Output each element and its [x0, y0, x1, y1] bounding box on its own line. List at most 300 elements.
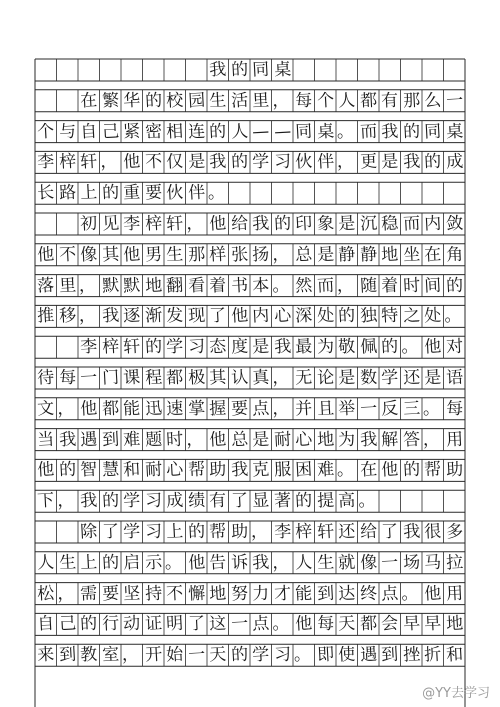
grid-char: 翻 — [165, 275, 184, 297]
grid-char: 长 — [36, 182, 55, 204]
grid-char: 我 — [79, 490, 98, 512]
grid-char: 我 — [251, 213, 270, 235]
grid-char: — — [273, 121, 292, 143]
grid-char: 遇 — [359, 644, 378, 666]
grid-char: 即 — [316, 644, 335, 666]
grid-char: 了 — [208, 305, 227, 327]
grid-char: 告 — [208, 552, 227, 574]
grid-char: 门 — [101, 367, 120, 389]
grid-char: 室 — [101, 644, 120, 666]
grid-char: 能 — [122, 398, 141, 420]
grid-char: 启 — [122, 552, 141, 574]
grid-char: 习 — [144, 521, 163, 543]
grid-char: 是 — [337, 213, 356, 235]
grid-char: 自 — [36, 613, 55, 635]
grid-char: 和 — [445, 644, 464, 666]
grid-char: 折 — [423, 644, 442, 666]
grid-char: 李 — [273, 521, 292, 543]
grid-char: 是 — [423, 367, 442, 389]
grid-char: 现 — [187, 305, 206, 327]
grid-char: 学 — [251, 151, 270, 173]
grid-char: 学 — [122, 521, 141, 543]
grid-char: 都 — [359, 90, 378, 112]
grid-char: 一 — [230, 613, 249, 635]
grid-char: 己 — [58, 613, 77, 635]
grid-char: 教 — [79, 644, 98, 666]
grid-char: 人 — [337, 90, 356, 112]
grid-char: 能 — [294, 583, 313, 605]
grid-char: 人 — [294, 552, 313, 574]
grid-char: 的 — [144, 90, 163, 112]
grid-char: 地 — [144, 275, 163, 297]
grid-char: 我 — [58, 429, 77, 451]
grid-char: 每 — [294, 90, 313, 112]
grid-char: 上 — [165, 521, 184, 543]
grid-char: 伴 — [187, 182, 206, 204]
grid-punct: ， — [272, 90, 290, 111]
grid-char: 相 — [165, 121, 184, 143]
grid-char: 李 — [36, 151, 55, 173]
grid-char: 一 — [445, 90, 464, 112]
grid-char: 都 — [101, 398, 120, 420]
grid-char: 天 — [208, 644, 227, 666]
grid-char: 马 — [423, 552, 442, 574]
grid-char: 数 — [359, 367, 378, 389]
grid-char: 习 — [144, 490, 163, 512]
grid-char: 佩 — [359, 336, 378, 358]
grid-char: 是 — [380, 151, 399, 173]
grid-char: 松 — [36, 583, 55, 605]
grid-char: 心 — [294, 429, 313, 451]
watermark-text: @YY去学习 — [422, 686, 490, 701]
grid-char: 地 — [445, 613, 464, 635]
grid-char: 认 — [230, 367, 249, 389]
grid-char: 坐 — [402, 244, 421, 266]
grid-char: 努 — [230, 583, 249, 605]
grid-char: — — [251, 121, 270, 143]
grid-punct: 。 — [401, 583, 419, 604]
grid-char: 是 — [187, 151, 206, 173]
grid-char: 梓 — [101, 336, 120, 358]
grid-char: 的 — [79, 613, 98, 635]
grid-char: 角 — [445, 244, 464, 266]
grid-char: 人 — [36, 552, 55, 574]
grid-char: 拉 — [445, 552, 464, 574]
grid-char: 他 — [122, 244, 141, 266]
grid-char: 的 — [294, 490, 313, 512]
grid-char: 的 — [230, 59, 249, 81]
grid-char: 是 — [337, 367, 356, 389]
grid-char: 使 — [337, 644, 356, 666]
grid-char: 达 — [337, 583, 356, 605]
grid-char: 之 — [402, 305, 421, 327]
grid-char: 他 — [79, 398, 98, 420]
grid-char: 还 — [337, 521, 356, 543]
grid-char: 是 — [251, 336, 270, 358]
grid-char: 度 — [230, 336, 249, 358]
grid-char: 本 — [251, 275, 270, 297]
grid-char: 一 — [187, 644, 206, 666]
grid-char: 点 — [251, 398, 270, 420]
grid-char: 的 — [144, 336, 163, 358]
grid-char: 为 — [316, 336, 335, 358]
grid-char: 与 — [58, 121, 77, 143]
grid-char: 了 — [380, 521, 399, 543]
grid-punct: 。 — [337, 460, 354, 481]
grid-punct: ， — [79, 306, 96, 327]
grid-char: 点 — [380, 583, 399, 605]
grid-char: 默 — [122, 275, 141, 297]
grid-punct: ， — [79, 275, 96, 296]
grid-char: 懈 — [187, 583, 206, 605]
grid-char: 总 — [294, 244, 313, 266]
grid-char: 在 — [359, 459, 378, 481]
grid-char: 每 — [445, 398, 464, 420]
grid-char: 里 — [58, 275, 77, 297]
grid-char: 连 — [187, 121, 206, 143]
grid-char: 到 — [380, 644, 399, 666]
grid-char: 解 — [380, 429, 399, 451]
grid-char: 握 — [208, 398, 227, 420]
grid-punct: ， — [57, 491, 75, 512]
grid-char: 到 — [316, 583, 335, 605]
grid-char: 他 — [187, 552, 206, 574]
grid-punct: ， — [337, 275, 354, 296]
grid-char: 我 — [251, 552, 270, 574]
grid-char: 初 — [79, 213, 98, 235]
grid-char: 上 — [79, 182, 98, 204]
grid-char: 除 — [79, 521, 98, 543]
grid-char: 下 — [36, 490, 55, 512]
grid-char: 李 — [79, 336, 98, 358]
grid-char: 内 — [251, 305, 270, 327]
grid-char: 人 — [230, 121, 249, 143]
grid-char: 然 — [294, 275, 313, 297]
grid-char: 我 — [273, 336, 292, 358]
grid-punct: 。 — [272, 275, 290, 296]
grid-char: 内 — [423, 213, 442, 235]
grid-char: 的 — [402, 121, 421, 143]
grid-char: 用 — [445, 583, 464, 605]
grid-char: 迅 — [144, 398, 163, 420]
grid-char: 文 — [36, 398, 55, 420]
grid-char: 掌 — [187, 398, 206, 420]
grid-char: 难 — [316, 459, 335, 481]
grid-char: 我 — [208, 151, 227, 173]
grid-char: 轩 — [316, 521, 335, 543]
grid-char: 三 — [402, 398, 421, 420]
grid-char: 克 — [251, 459, 270, 481]
grid-char: 明 — [165, 613, 184, 635]
grid-char: 的 — [101, 490, 120, 512]
grid-char: 桌 — [445, 121, 464, 143]
grid-char: 就 — [337, 552, 356, 574]
grid-char: 坚 — [122, 583, 141, 605]
grid-punct: 。 — [358, 491, 376, 512]
grid-char: 习 — [273, 151, 292, 173]
grid-char: 挫 — [402, 644, 421, 666]
grid-punct: 。 — [444, 306, 462, 327]
grid-char: 高 — [337, 490, 356, 512]
grid-char: 真 — [251, 367, 270, 389]
grid-char: 天 — [337, 613, 356, 635]
grid-char: 轩 — [165, 213, 184, 235]
grid-char: 课 — [122, 367, 141, 389]
grid-char: 需 — [79, 583, 98, 605]
grid-char: 默 — [101, 275, 120, 297]
grid-char: 梓 — [144, 213, 163, 235]
grid-char: 繁 — [101, 90, 120, 112]
grid-char: 我 — [230, 459, 249, 481]
grid-char: 园 — [187, 90, 206, 112]
grid-punct: 。 — [337, 121, 354, 142]
grid-char: 对 — [445, 336, 464, 358]
grid-char: 随 — [359, 275, 378, 297]
grid-char: 印 — [294, 213, 313, 235]
grid-char: 同 — [294, 121, 313, 143]
grid-char: 终 — [359, 583, 378, 605]
grid-char: 书 — [230, 275, 249, 297]
grid-char: 生 — [208, 90, 227, 112]
grid-char: 么 — [423, 90, 442, 112]
grid-char: 要 — [144, 182, 163, 204]
grid-char: 逐 — [122, 305, 141, 327]
grid-char: 在 — [423, 244, 442, 266]
grid-char: 地 — [208, 583, 227, 605]
grid-char: 重 — [122, 182, 141, 204]
grid-char: 的 — [337, 305, 356, 327]
grid-char: 帮 — [187, 459, 206, 481]
grid-char: 紧 — [122, 121, 141, 143]
grid-char: 论 — [316, 367, 335, 389]
grid-char: 场 — [402, 552, 421, 574]
grid-char: 始 — [165, 644, 184, 666]
grid-char: 生 — [58, 552, 77, 574]
grid-char: 多 — [445, 521, 464, 543]
grid-char: 语 — [445, 367, 464, 389]
grid-char: 静 — [359, 244, 378, 266]
grid-char: 着 — [208, 275, 227, 297]
grid-char: 习 — [273, 644, 292, 666]
grid-char: 发 — [165, 305, 184, 327]
grid-char: 的 — [423, 151, 442, 173]
grid-char: 独 — [359, 305, 378, 327]
grid-char: 答 — [402, 429, 421, 451]
grid-char: 处 — [316, 305, 335, 327]
grid-char: 那 — [187, 244, 206, 266]
grid-char: 伴 — [316, 151, 335, 173]
grid-char: 看 — [187, 275, 206, 297]
grid-char: 题 — [144, 429, 163, 451]
grid-char: 有 — [380, 90, 399, 112]
grid-char: 要 — [230, 398, 249, 420]
grid-char: 速 — [165, 398, 184, 420]
grid-char: 都 — [165, 367, 184, 389]
grid-char: 的 — [445, 275, 464, 297]
grid-char: 是 — [316, 244, 335, 266]
grid-char: 路 — [58, 182, 77, 204]
grid-char: 来 — [36, 644, 55, 666]
grid-punct: ， — [272, 368, 290, 388]
grid-char: 开 — [144, 644, 163, 666]
grid-char: 渐 — [144, 305, 163, 327]
grid-char: 而 — [316, 275, 335, 297]
grid-char: 到 — [58, 644, 77, 666]
grid-char: 学 — [251, 644, 270, 666]
grid-char: 张 — [230, 244, 249, 266]
grid-char: 梓 — [294, 521, 313, 543]
grid-char: 己 — [101, 121, 120, 143]
grid-char: 里 — [251, 90, 270, 112]
grid-char: 耐 — [273, 429, 292, 451]
grid-char: 行 — [101, 613, 120, 635]
grid-char: 了 — [230, 490, 249, 512]
grid-char: 不 — [58, 244, 77, 266]
grid-punct: ， — [122, 645, 139, 666]
grid-char: 地 — [316, 429, 335, 451]
grid-char: 很 — [423, 521, 442, 543]
grid-char: 成 — [165, 490, 184, 512]
grid-char: 更 — [359, 151, 378, 173]
grid-char: 他 — [294, 613, 313, 635]
grid-char: 要 — [101, 583, 120, 605]
grid-punct: ， — [337, 152, 354, 173]
grid-char: 学 — [122, 490, 141, 512]
grid-char: 帮 — [423, 459, 442, 481]
grid-char: 绩 — [187, 490, 206, 512]
grid-char: 我 — [402, 151, 421, 173]
grid-char: 程 — [144, 367, 163, 389]
grid-char: 了 — [101, 521, 120, 543]
grid-char: 帮 — [208, 521, 227, 543]
grid-char: 助 — [208, 459, 227, 481]
grid-char: 困 — [294, 459, 313, 481]
grid-char: 像 — [359, 552, 378, 574]
grid-char: 仅 — [165, 151, 184, 173]
grid-char: 诉 — [230, 552, 249, 574]
grid-char: 而 — [359, 121, 378, 143]
grid-punct: 。 — [294, 645, 311, 666]
grid-punct: ， — [57, 398, 75, 419]
grid-char: 上 — [79, 552, 98, 574]
grid-char: 每 — [58, 367, 77, 389]
grid-char: 而 — [402, 213, 421, 235]
grid-char: 时 — [402, 275, 421, 297]
grid-char: 轩 — [122, 336, 141, 358]
grid-char: 特 — [380, 305, 399, 327]
grid-punct: 。 — [401, 337, 419, 358]
grid-char: 地 — [380, 244, 399, 266]
grid-char: 总 — [230, 429, 249, 451]
grid-char: 难 — [122, 429, 141, 451]
grid-char: 慧 — [101, 459, 120, 481]
grid-char: 著 — [273, 490, 292, 512]
grid-char: 证 — [144, 613, 163, 635]
grid-char: 给 — [230, 213, 249, 235]
grid-char: 见 — [101, 213, 120, 235]
grid-char: 的 — [187, 521, 206, 543]
grid-char: 桌 — [316, 121, 335, 143]
grid-char: 华 — [122, 90, 141, 112]
grid-char: 不 — [165, 583, 184, 605]
grid-char: 生 — [316, 552, 335, 574]
grid-char: 助 — [230, 521, 249, 543]
grid-char: 学 — [165, 336, 184, 358]
grid-char: 他 — [36, 459, 55, 481]
grid-char: 到 — [101, 429, 120, 451]
grid-char: 心 — [273, 305, 292, 327]
grid-char: 着 — [380, 275, 399, 297]
grid-char: 他 — [36, 244, 55, 266]
grid-punct: ， — [251, 522, 268, 542]
grid-char: 在 — [79, 90, 98, 112]
grid-char: 他 — [208, 429, 227, 451]
grid-char: 象 — [316, 213, 335, 235]
grid-char: 个 — [316, 90, 335, 112]
grid-char: 我 — [380, 121, 399, 143]
grid-char: 的 — [230, 644, 249, 666]
grid-char: 他 — [230, 305, 249, 327]
grid-char: 桌 — [273, 59, 292, 81]
grid-char: 最 — [294, 336, 313, 358]
grid-char: 和 — [122, 459, 141, 481]
grid-char: 的 — [58, 459, 77, 481]
grid-char: 力 — [251, 583, 270, 605]
grid-punct: 。 — [272, 614, 290, 635]
grid-char: 校 — [165, 90, 184, 112]
grid-char: 的 — [101, 552, 120, 574]
grid-char: 他 — [208, 213, 227, 235]
grid-char: 沉 — [359, 213, 378, 235]
grid-char: 我 — [359, 429, 378, 451]
grid-char: 显 — [251, 490, 270, 512]
grid-char: 成 — [445, 151, 464, 173]
grid-char: 习 — [187, 336, 206, 358]
grid-char: 李 — [122, 213, 141, 235]
grid-char: 早 — [423, 613, 442, 635]
grid-char: 每 — [316, 613, 335, 635]
grid-char: 示 — [144, 552, 163, 574]
grid-char: 举 — [337, 398, 356, 420]
grid-char: 时 — [165, 429, 184, 451]
grid-punct: ， — [57, 583, 75, 604]
grid-char: 才 — [273, 583, 292, 605]
grid-char: 他 — [380, 459, 399, 481]
grid-char: 敬 — [337, 336, 356, 358]
grid-char: 敛 — [445, 213, 464, 235]
grid-char: 他 — [423, 336, 442, 358]
grid-char: 有 — [208, 490, 227, 512]
grid-char: 生 — [165, 244, 184, 266]
grid-char: 一 — [359, 398, 378, 420]
grid-punct: ， — [186, 214, 204, 234]
grid-punct: ， — [423, 429, 440, 450]
grid-char: 的 — [230, 151, 249, 173]
grid-punct: ， — [186, 429, 204, 450]
grid-char: 扬 — [251, 244, 270, 266]
grid-char: 我 — [402, 521, 421, 543]
grid-char: 个 — [36, 121, 55, 143]
grid-char: 男 — [144, 244, 163, 266]
grid-char: 那 — [402, 90, 421, 112]
grid-char: 移 — [58, 305, 77, 327]
grid-char: 像 — [79, 244, 98, 266]
grid-char: 一 — [380, 552, 399, 574]
grid-char: 无 — [294, 367, 313, 389]
grid-char: 持 — [144, 583, 163, 605]
grid-char: 心 — [165, 459, 184, 481]
grid-punct: 。 — [208, 183, 225, 204]
